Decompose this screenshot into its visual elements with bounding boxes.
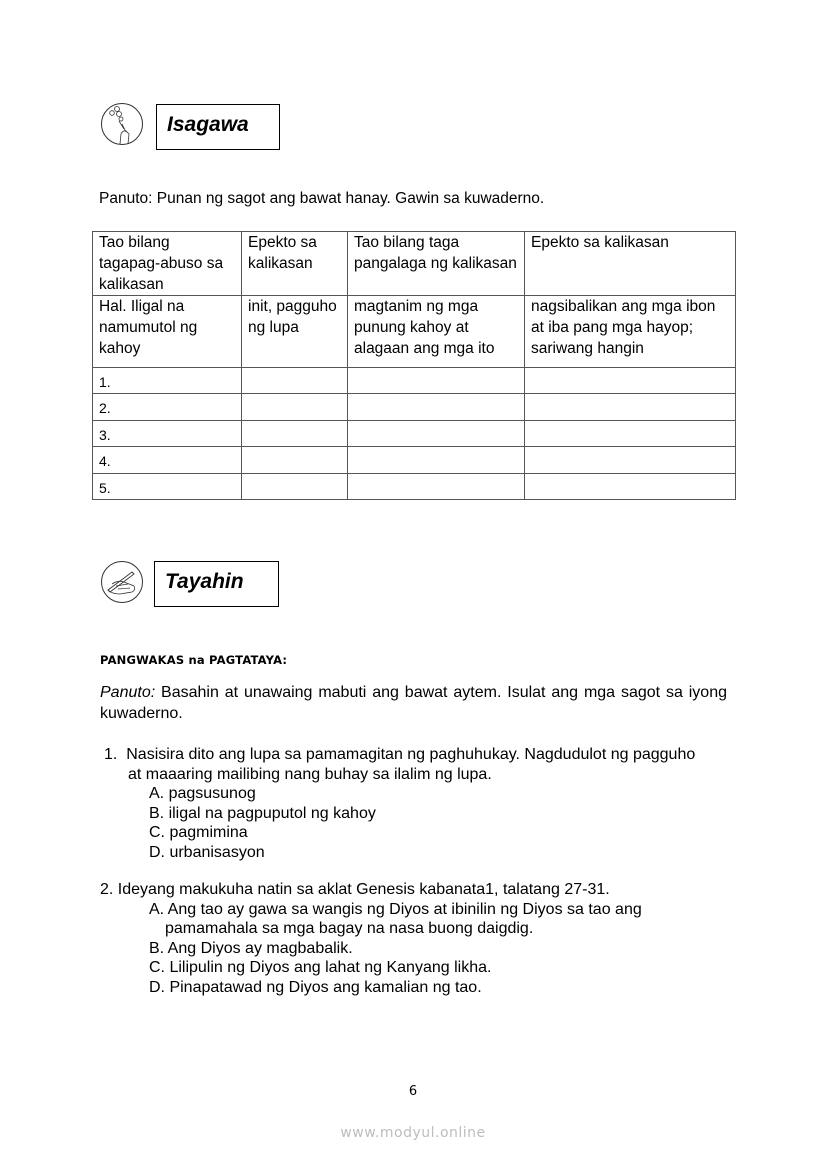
- blank-cell[interactable]: [242, 394, 348, 420]
- isagawa-instructions: [99, 190, 544, 208]
- blank-cell[interactable]: [348, 420, 525, 446]
- header-cell: Tao bilang tagapag-abuso sa kalikasan: [93, 232, 242, 296]
- question-number: 2.: [100, 881, 114, 898]
- question-text: Ideyang makukuha natin sa aklat Genesis kabanata1, talatang 27-31.: [117, 881, 610, 898]
- blank-cell[interactable]: [525, 447, 736, 473]
- table-header-row: [93, 232, 736, 296]
- blank-cell[interactable]: [348, 368, 525, 394]
- activity-table: [92, 231, 736, 500]
- table-cell: magtanim ng mga punung kahoy at alagaan ang mga ito: [348, 296, 525, 368]
- row-number: 1.: [93, 368, 242, 394]
- blank-cell[interactable]: [242, 368, 348, 394]
- instructions-text: Basahin at unawaing mabuti ang bawat aytem. Isulat ang mga sagot sa iyong kuwaderno.: [100, 684, 727, 722]
- choice-d: D. Pinapatawad ng Diyos ang kamalian ng tao.: [149, 978, 482, 996]
- blank-cell[interactable]: [348, 447, 525, 473]
- section-title-box: [156, 104, 280, 150]
- table-cell: nagsibalikan ang mga ibon at iba pang mga hayop; sariwang hangin: [525, 296, 736, 368]
- blank-cell[interactable]: [348, 473, 525, 499]
- question: [100, 880, 740, 997]
- blank-cell[interactable]: [525, 473, 736, 499]
- blank-cell[interactable]: [242, 473, 348, 499]
- instructions-text: Punan ng sagot ang bawat hanay. Gawin sa kuwaderno.: [152, 190, 545, 207]
- question-text: Nasisira dito ang lupa sa pamamagitan ng paghuhukay. Nagdudulot ng pagguho: [126, 746, 696, 763]
- instructions-label: Panuto:: [100, 684, 156, 701]
- table-row: [93, 420, 736, 446]
- table-row: [93, 447, 736, 473]
- tayahin-instructions: [100, 682, 727, 724]
- choice-c: C. Lilipulin ng Diyos ang lahat ng Kanyang likha.: [149, 959, 492, 976]
- blank-cell[interactable]: [525, 368, 736, 394]
- blank-cell[interactable]: [242, 420, 348, 446]
- choice-a-text: A. Ang tao ay gawa sa wangis ng Diyos at ibinilin ng Diyos sa tao ang: [149, 900, 642, 918]
- subheading: PANGWAKAS na PAGTATAYA:: [100, 653, 288, 667]
- choice-a-continuation: pamamahala sa mga bagay na nasa buong daigdig.: [165, 920, 534, 937]
- table-cell: Hal. Iligal na namumutol ng kahoy: [93, 296, 242, 368]
- blank-cell[interactable]: [525, 420, 736, 446]
- table-row: [93, 473, 736, 499]
- choices-list: [100, 900, 740, 998]
- watermark: www.modyul.online: [340, 1125, 486, 1141]
- choice-b: B. iligal na pagpuputol ng kahoy: [149, 804, 376, 822]
- question-stem: [104, 745, 744, 765]
- table-row: [93, 368, 736, 394]
- choice-a: A. pagsusunog: [149, 785, 256, 802]
- instructions-label: Panuto:: [99, 190, 153, 207]
- blank-cell[interactable]: [348, 394, 525, 420]
- example-row: [93, 296, 736, 368]
- table-row: [93, 394, 736, 420]
- page-number: 6: [408, 1084, 418, 1099]
- header-cell: Epekto sa kalikasan: [242, 232, 348, 296]
- choice-a: [149, 900, 740, 939]
- blank-cell[interactable]: [525, 394, 736, 420]
- section-title-box: [154, 561, 279, 607]
- question-stem: [100, 880, 740, 900]
- header-cell: Epekto sa kalikasan: [525, 232, 736, 296]
- choice-d: D. urbanisasyon: [149, 843, 265, 861]
- header-cell: Tao bilang taga pangalaga ng kalikasan: [348, 232, 525, 296]
- row-number: 3.: [93, 420, 242, 446]
- question: [104, 745, 744, 862]
- question-stem-continuation: at maaaring mailibing nang buhay sa ilalim ng lupa.: [128, 765, 492, 783]
- section-title: Tayahin: [165, 570, 244, 593]
- row-number: 4.: [93, 447, 242, 473]
- question-number: 1.: [104, 746, 118, 763]
- hand-writing-pen-icon: [100, 560, 144, 604]
- hand-holding-flowers-icon: [100, 102, 144, 146]
- choice-b: B. Ang Diyos ay magbabalik.: [149, 939, 353, 957]
- section-title: Isagawa: [167, 113, 249, 136]
- row-number: 2.: [93, 394, 242, 420]
- choices-list: [104, 784, 744, 862]
- choice-c: C. pagmimina: [149, 824, 248, 841]
- row-number: 5.: [93, 473, 242, 499]
- blank-cell[interactable]: [242, 447, 348, 473]
- table-cell: init, pagguho ng lupa: [242, 296, 348, 368]
